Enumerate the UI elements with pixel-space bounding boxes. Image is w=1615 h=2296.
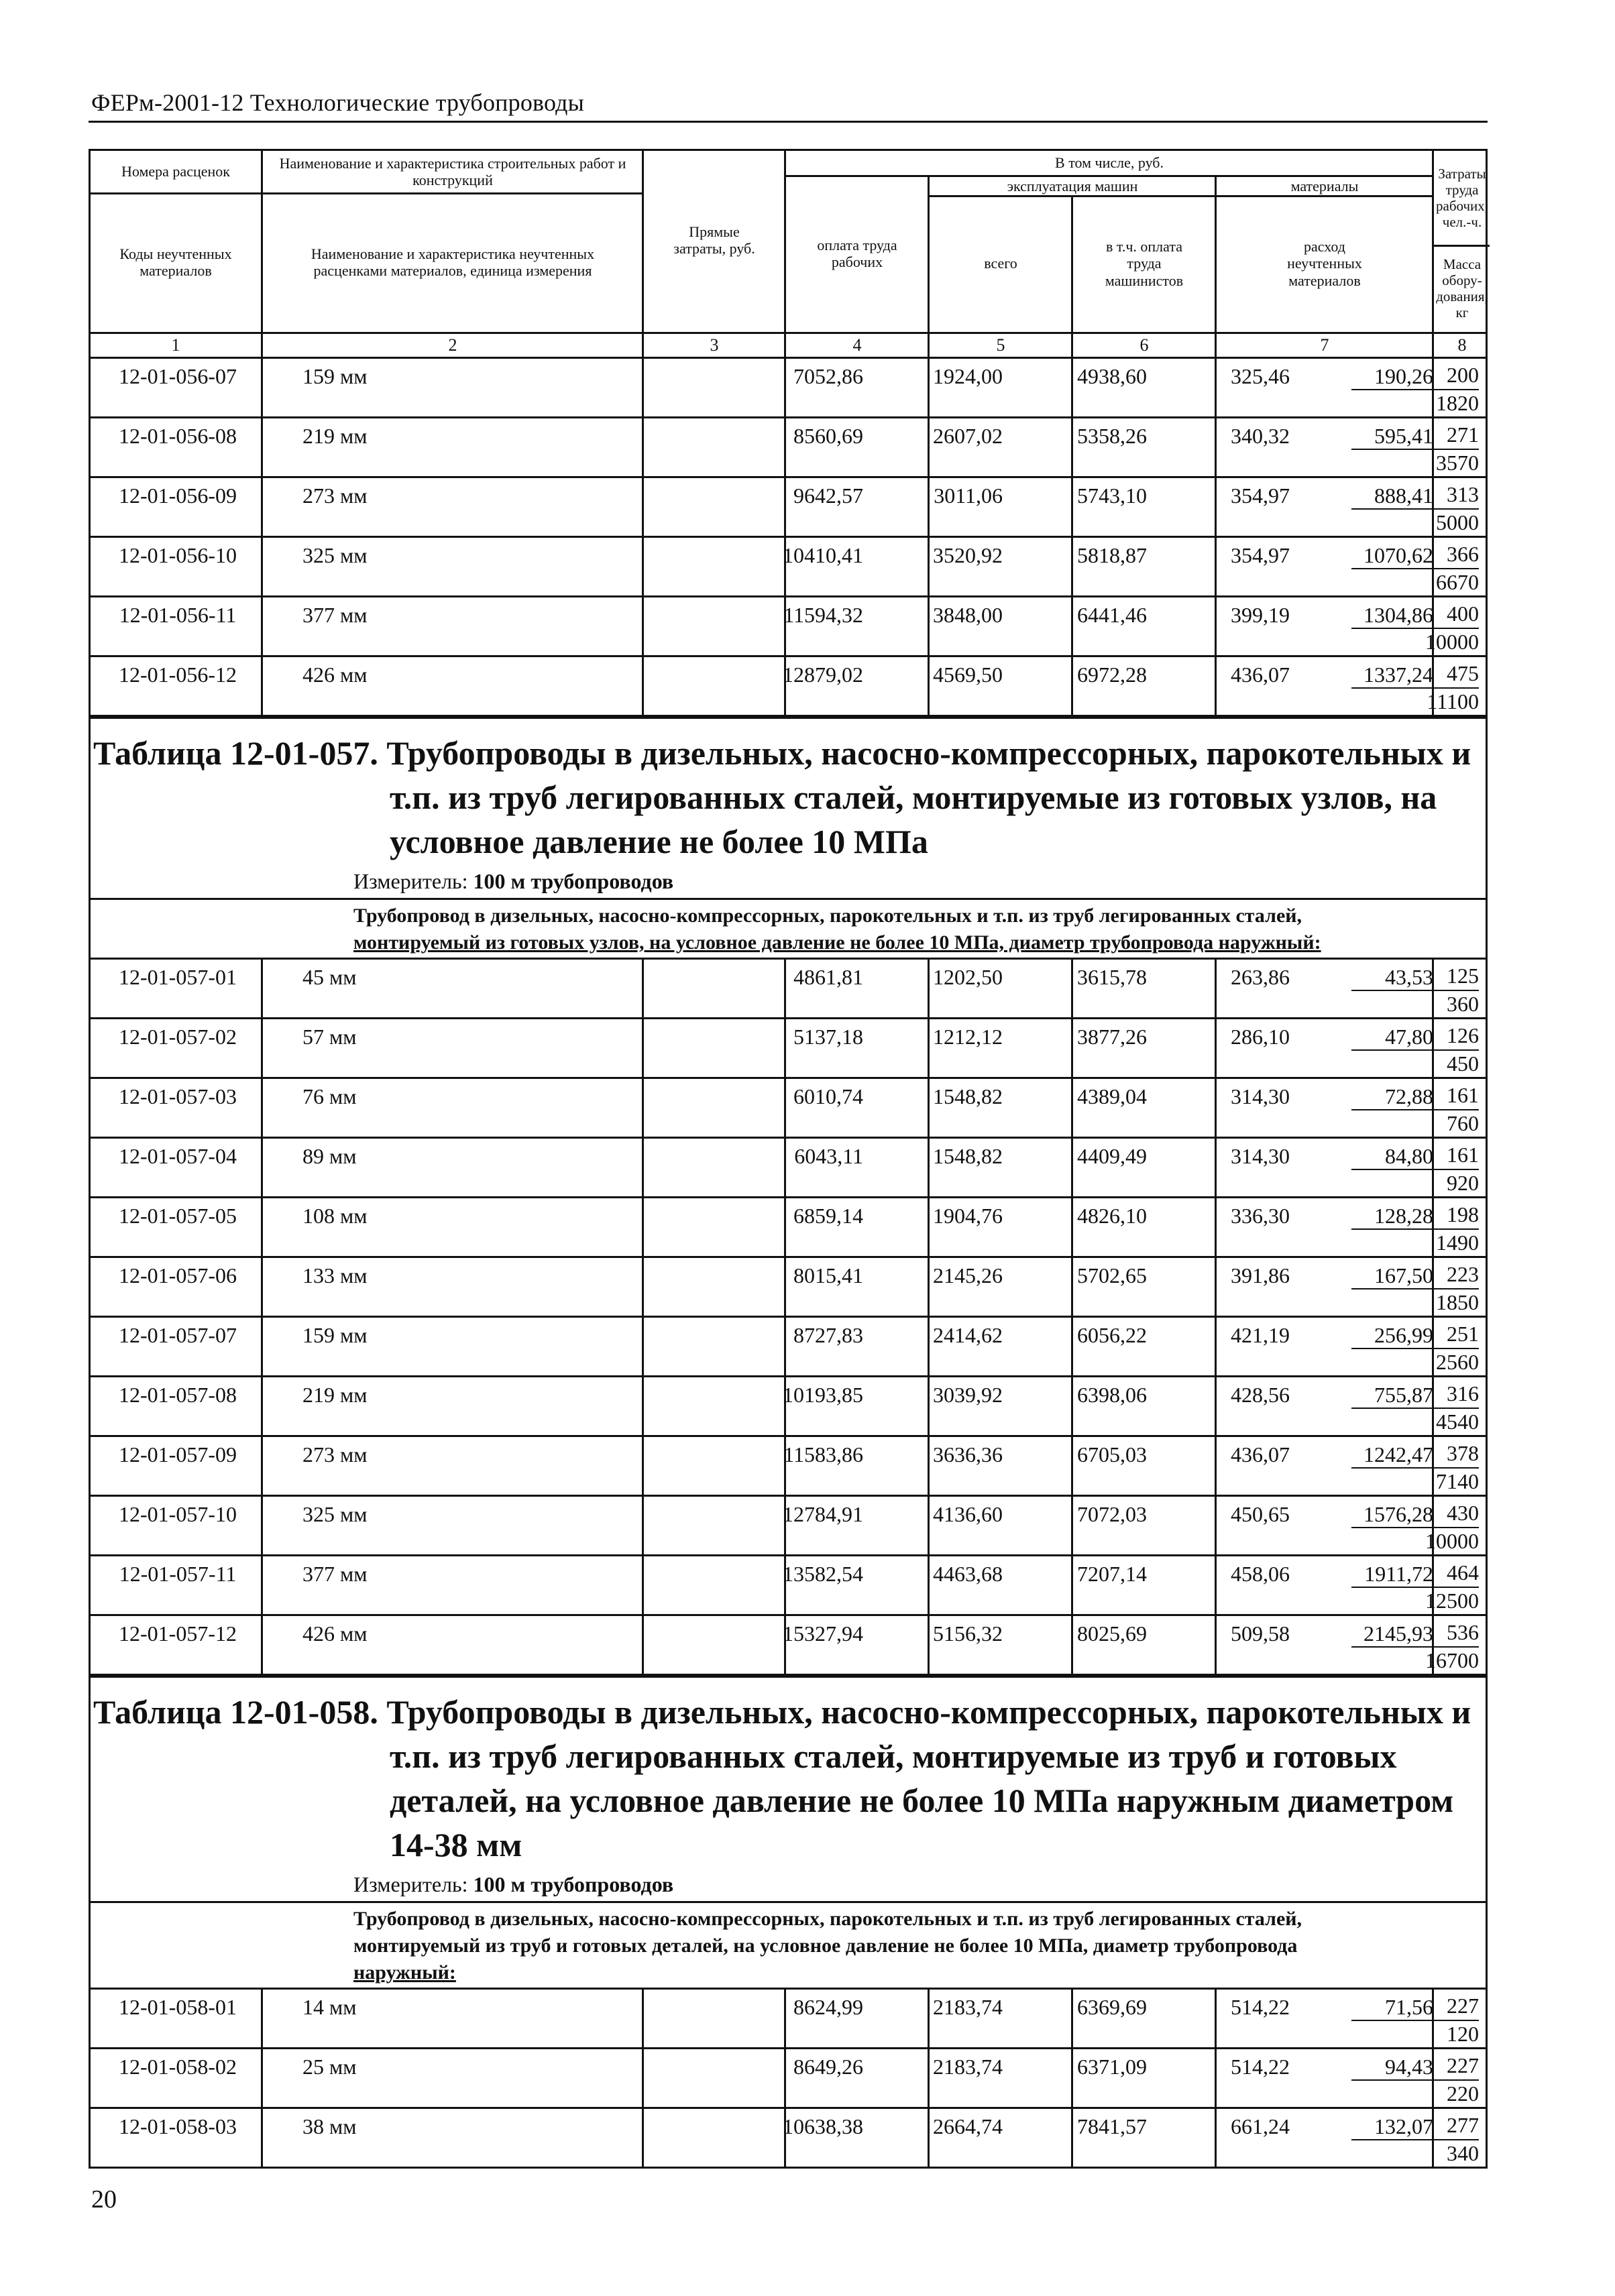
machines-total: 4938,60 <box>1077 364 1147 388</box>
direct-costs: 10410,41 <box>783 543 863 567</box>
header-direct-costs: Прямые затраты, руб. <box>673 223 755 257</box>
work-name: 38 мм <box>302 2114 357 2138</box>
machinists-pay: 514,22 <box>1231 1995 1290 2019</box>
machinists-pay: 263,86 <box>1231 965 1290 989</box>
machines-total: 3877,26 <box>1077 1025 1147 1049</box>
machines-total: 4389,04 <box>1077 1084 1147 1108</box>
labor-pay: 2664,74 <box>933 2114 1003 2138</box>
direct-costs: 8624,99 <box>793 1995 863 2019</box>
equipment-mass: 6670 <box>1436 570 1479 594</box>
header-labor-hours: Затраты труда рабочих, чел.-ч. <box>1436 165 1489 231</box>
equipment-mass: 2560 <box>1436 1350 1479 1374</box>
labor-hours: 313 <box>1351 482 1479 510</box>
labor-pay: 2414,62 <box>933 1323 1003 1347</box>
materials-cost: 190,26 <box>1374 364 1433 388</box>
rate-code: 12-01-057-02 <box>119 1025 237 1049</box>
table-row <box>91 418 1486 478</box>
labor-pay: 1904,76 <box>933 1204 1003 1228</box>
labor-hours: 536 <box>1351 1620 1479 1648</box>
column-number: 6 <box>1139 335 1149 355</box>
machines-total: 5743,10 <box>1077 483 1147 508</box>
labor-hours: 430 <box>1351 1501 1479 1528</box>
work-name: 325 мм <box>302 1502 368 1526</box>
labor-pay: 2145,26 <box>933 1263 1003 1287</box>
table-row <box>91 960 1486 1019</box>
equipment-mass: 7140 <box>1436 1469 1479 1493</box>
labor-hours: 277 <box>1351 2113 1479 2140</box>
machines-total: 6972,28 <box>1077 663 1147 687</box>
table-057-description: Трубопровод в дизельных, насосно-компрессорных, парокотельных и т.п. из труб легированных сталей, монтируемый из готовых узлов, на условное давление не более 10 МПа, диаметр трубопровода наружный: <box>91 898 1486 958</box>
equipment-mass: 450 <box>1447 1051 1479 1076</box>
machines-total: 6705,03 <box>1077 1442 1147 1467</box>
work-name: 159 мм <box>302 1323 368 1347</box>
machinists-pay: 354,97 <box>1231 483 1290 508</box>
labor-hours: 464 <box>1351 1560 1479 1588</box>
machinists-pay: 314,30 <box>1231 1084 1290 1108</box>
rate-code: 12-01-057-05 <box>119 1204 237 1228</box>
direct-costs: 4861,81 <box>793 965 863 989</box>
equipment-mass: 1820 <box>1436 391 1479 415</box>
labor-hours: 161 <box>1351 1083 1479 1110</box>
machinists-pay: 436,07 <box>1231 1442 1290 1467</box>
rate-code: 12-01-056-07 <box>119 364 237 388</box>
labor-hours: 378 <box>1351 1441 1479 1469</box>
labor-pay: 1548,82 <box>933 1144 1003 1168</box>
rates-table <box>89 149 1488 2169</box>
machinists-pay: 421,19 <box>1231 1323 1290 1347</box>
rate-code: 12-01-057-04 <box>119 1144 237 1168</box>
header-machinists-pay: в т.ч. оплата труда машинистов <box>1105 238 1184 289</box>
rate-code: 12-01-058-02 <box>119 2055 237 2079</box>
table-056-body <box>91 359 1486 717</box>
table-row <box>91 1079 1486 1139</box>
materials-cost: 167,50 <box>1374 1263 1433 1287</box>
machines-total: 7072,03 <box>1077 1502 1147 1526</box>
direct-costs: 15327,94 <box>783 1621 863 1646</box>
table-row <box>91 1616 1486 1676</box>
work-name: 273 мм <box>302 1442 368 1467</box>
work-name: 377 мм <box>302 1562 368 1586</box>
rate-code: 12-01-057-01 <box>119 965 237 989</box>
equipment-mass: 5000 <box>1436 510 1479 534</box>
work-name: 133 мм <box>302 1263 368 1287</box>
column-number: 5 <box>996 335 1005 355</box>
machinists-pay: 450,65 <box>1231 1502 1290 1526</box>
labor-pay: 1924,00 <box>933 364 1003 388</box>
labor-pay: 2183,74 <box>933 2055 1003 2079</box>
equipment-mass: 16700 <box>1425 1648 1479 1672</box>
labor-hours: 475 <box>1351 661 1479 689</box>
rate-code: 12-01-057-11 <box>119 1562 237 1586</box>
header-materials: материалы <box>1290 178 1359 195</box>
materials-cost: 1576,28 <box>1363 1502 1433 1526</box>
header-unaccounted-materials: расход неучтенных материалов <box>1287 238 1362 289</box>
machinists-pay: 436,07 <box>1231 663 1290 687</box>
machines-total: 6371,09 <box>1077 2055 1147 2079</box>
table-row <box>91 538 1486 597</box>
materials-cost: 888,41 <box>1374 483 1433 508</box>
labor-pay: 1212,12 <box>933 1025 1003 1049</box>
column-number: 1 <box>171 335 180 355</box>
table-057-title: Таблица 12-01-057. Трубопроводы в дизельных, насосно-компрессорных, парокотельных и т.п. из труб легированных сталей, монтируемые из готовых узлов, на условное давление не более 10 МПа <box>93 734 1471 860</box>
direct-costs: 10638,38 <box>783 2114 863 2138</box>
equipment-mass: 920 <box>1447 1171 1479 1195</box>
column-numbers-row <box>91 334 1486 359</box>
header-machines-total: всего <box>984 255 1017 272</box>
rate-code: 12-01-057-07 <box>119 1323 237 1347</box>
table-058-body <box>91 1990 1486 2167</box>
equipment-mass: 1490 <box>1436 1230 1479 1255</box>
work-name: 219 мм <box>302 424 368 448</box>
header-material-name: Наименование и характеристика неучтенных расценками материалов, единица измерения <box>311 245 595 279</box>
machinists-pay: 458,06 <box>1231 1562 1290 1586</box>
table-058-title: Таблица 12-01-058. Трубопроводы в дизельных, насосно-компрессорных, парокотельных и т.п. из труб легированных сталей, монтируемые из труб и готовых деталей, на условное давление не более 10 МПа наружным диаметром 14-38 мм <box>93 1693 1471 1863</box>
rate-code: 12-01-057-12 <box>119 1621 237 1646</box>
machinists-pay: 391,86 <box>1231 1263 1290 1287</box>
equipment-mass: 10000 <box>1425 630 1479 654</box>
work-name: 14 мм <box>302 1995 357 2019</box>
column-number: 7 <box>1320 335 1329 355</box>
work-name: 108 мм <box>302 1204 368 1228</box>
materials-cost: 256,99 <box>1374 1323 1433 1347</box>
table-row <box>91 1497 1486 1556</box>
table-057-body <box>91 960 1486 1676</box>
materials-cost: 47,80 <box>1385 1025 1433 1049</box>
labor-hours: 251 <box>1351 1322 1479 1349</box>
table-row <box>91 1437 1486 1497</box>
materials-cost: 1070,62 <box>1363 543 1433 567</box>
column-number: 8 <box>1457 335 1467 355</box>
direct-costs: 12879,02 <box>783 663 863 687</box>
direct-costs: 8727,83 <box>793 1323 863 1347</box>
labor-hours: 227 <box>1351 2053 1479 2081</box>
equipment-mass: 120 <box>1447 2022 1479 2046</box>
labor-pay: 1202,50 <box>933 965 1003 989</box>
materials-cost: 1337,24 <box>1363 663 1433 687</box>
machines-total: 6441,46 <box>1077 603 1147 627</box>
machines-total: 8025,69 <box>1077 1621 1147 1646</box>
header-machines: эксплуатация машин <box>1007 178 1138 195</box>
rate-code: 12-01-056-09 <box>119 483 237 508</box>
machinists-pay: 428,56 <box>1231 1383 1290 1407</box>
machines-total: 4409,49 <box>1077 1144 1147 1168</box>
materials-cost: 595,41 <box>1374 424 1433 448</box>
rate-code: 12-01-056-11 <box>119 603 237 627</box>
equipment-mass: 220 <box>1447 2081 1479 2106</box>
labor-pay: 2607,02 <box>933 424 1003 448</box>
work-name: 25 мм <box>302 2055 357 2079</box>
labor-hours: 125 <box>1351 964 1479 991</box>
machines-total: 5702,65 <box>1077 1263 1147 1287</box>
labor-pay: 4569,50 <box>933 663 1003 687</box>
table-058-heading <box>91 1676 1486 1990</box>
header-equipment-mass: Масса обору-дования, кг <box>1436 255 1488 321</box>
direct-costs: 11594,32 <box>783 603 863 627</box>
rate-code: 12-01-058-03 <box>119 2114 237 2138</box>
header-labor-pay: оплата труда рабочих <box>817 236 897 270</box>
machinists-pay: 336,30 <box>1231 1204 1290 1228</box>
labor-pay: 3520,92 <box>933 543 1003 567</box>
rate-code: 12-01-057-06 <box>119 1263 237 1287</box>
materials-cost: 2145,93 <box>1363 1621 1433 1646</box>
labor-pay: 3636,36 <box>933 1442 1003 1467</box>
machinists-pay: 399,19 <box>1231 603 1290 627</box>
direct-costs: 8015,41 <box>793 1263 863 1287</box>
materials-cost: 1911,72 <box>1364 1562 1433 1586</box>
labor-hours: 366 <box>1351 542 1479 569</box>
machines-total: 7841,57 <box>1077 2114 1147 2138</box>
machines-total: 4826,10 <box>1077 1204 1147 1228</box>
equipment-mass: 1850 <box>1436 1290 1479 1314</box>
table-row <box>91 597 1486 657</box>
work-name: 57 мм <box>302 1025 357 1049</box>
direct-costs: 10193,85 <box>783 1383 863 1407</box>
direct-costs: 8649,26 <box>793 2055 863 2079</box>
equipment-mass: 11100 <box>1427 689 1479 713</box>
machines-total: 3615,78 <box>1077 965 1147 989</box>
equipment-mass: 10000 <box>1425 1529 1479 1553</box>
labor-hours: 200 <box>1351 363 1479 390</box>
labor-hours: 223 <box>1351 1262 1479 1289</box>
table-057-meter: Измеритель: 100 м трубопроводов <box>353 869 674 893</box>
machines-total: 5358,26 <box>1077 424 1147 448</box>
labor-pay: 4463,68 <box>933 1562 1003 1586</box>
table-row <box>91 2109 1486 2167</box>
machinists-pay: 325,46 <box>1231 364 1290 388</box>
table-058-description: Трубопровод в дизельных, насосно-компрессорных, парокотельных и т.п. из труб легированных сталей, монтируемый из труб и готовых деталей, на условное давление не более 10 МПа, диаметр трубопровода наружный: <box>91 1901 1486 1988</box>
machinists-pay: 514,22 <box>1231 2055 1290 2079</box>
machinists-pay: 509,58 <box>1231 1621 1290 1646</box>
rate-code: 12-01-058-01 <box>119 1995 237 2019</box>
labor-hours: 227 <box>1351 1994 1479 2021</box>
machines-total: 5818,87 <box>1077 543 1147 567</box>
rate-code: 12-01-056-10 <box>119 543 237 567</box>
table-row <box>91 1019 1486 1079</box>
materials-cost: 132,07 <box>1374 2114 1433 2138</box>
direct-costs: 12784,91 <box>783 1502 863 1526</box>
table-row <box>91 1198 1486 1258</box>
header-rate-numbers: Номера расценок <box>121 163 230 180</box>
labor-hours: 161 <box>1351 1143 1479 1170</box>
table-058-meter: Измеритель: 100 м трубопроводов <box>353 1872 674 1896</box>
materials-cost: 755,87 <box>1374 1383 1433 1407</box>
rate-code: 12-01-057-10 <box>119 1502 237 1526</box>
labor-pay: 1548,82 <box>933 1084 1003 1108</box>
machines-total: 6398,06 <box>1077 1383 1147 1407</box>
machinists-pay: 340,32 <box>1231 424 1290 448</box>
work-name: 377 мм <box>302 603 368 627</box>
machinists-pay: 314,30 <box>1231 1144 1290 1168</box>
equipment-mass: 340 <box>1447 2141 1479 2165</box>
machinists-pay: 354,97 <box>1231 543 1290 567</box>
direct-costs: 13582,54 <box>783 1562 863 1586</box>
table-row <box>91 1990 1486 2049</box>
labor-pay: 4136,60 <box>933 1502 1003 1526</box>
running-head: ФЕРм-2001-12 Технологические трубопроводы <box>91 89 585 116</box>
table-row <box>91 1318 1486 1377</box>
labor-hours: 400 <box>1351 601 1479 629</box>
materials-cost: 71,56 <box>1385 1995 1433 2019</box>
header-rule <box>89 121 1488 123</box>
materials-cost: 1242,47 <box>1363 1442 1433 1467</box>
header-including: В том числе, руб. <box>1055 154 1164 172</box>
direct-costs: 6010,74 <box>793 1084 863 1108</box>
equipment-mass: 4540 <box>1436 1410 1479 1434</box>
work-name: 325 мм <box>302 543 368 567</box>
column-number: 4 <box>852 335 862 355</box>
machinists-pay: 661,24 <box>1231 2114 1290 2138</box>
table-row <box>91 2049 1486 2109</box>
machines-total: 6369,69 <box>1077 1995 1147 2019</box>
header-work-name: Наименование и характеристика строительных работ и конструкций <box>279 154 626 188</box>
table-row <box>91 359 1486 418</box>
table-row <box>91 657 1486 717</box>
rate-code: 12-01-056-08 <box>119 424 237 448</box>
rate-code: 12-01-056-12 <box>119 663 237 687</box>
column-number: 3 <box>710 335 719 355</box>
work-name: 426 мм <box>302 1621 368 1646</box>
work-name: 76 мм <box>302 1084 357 1108</box>
table-row <box>91 1556 1486 1616</box>
direct-costs: 11583,86 <box>783 1442 863 1467</box>
labor-hours: 316 <box>1351 1381 1479 1409</box>
labor-pay: 5156,32 <box>933 1621 1003 1646</box>
direct-costs: 9642,57 <box>793 483 863 508</box>
rate-code: 12-01-057-08 <box>119 1383 237 1407</box>
equipment-mass: 12500 <box>1425 1589 1479 1613</box>
equipment-mass: 760 <box>1447 1111 1479 1135</box>
work-name: 273 мм <box>302 483 368 508</box>
direct-costs: 8560,69 <box>793 424 863 448</box>
table-header <box>91 151 1489 334</box>
table-row <box>91 478 1486 538</box>
rate-code: 12-01-057-03 <box>119 1084 237 1108</box>
page-number: 20 <box>91 2185 117 2214</box>
table-057-heading <box>91 717 1486 960</box>
labor-hours: 126 <box>1351 1023 1479 1051</box>
labor-hours: 271 <box>1351 422 1479 450</box>
equipment-mass: 3570 <box>1436 451 1479 475</box>
materials-cost: 1304,86 <box>1363 603 1433 627</box>
materials-cost: 94,43 <box>1385 2055 1433 2079</box>
materials-cost: 84,80 <box>1385 1144 1433 1168</box>
machines-total: 7207,14 <box>1077 1562 1147 1586</box>
materials-cost: 128,28 <box>1374 1204 1433 1228</box>
direct-costs: 7052,86 <box>793 364 863 388</box>
table-row <box>91 1258 1486 1318</box>
machinists-pay: 286,10 <box>1231 1025 1290 1049</box>
work-name: 426 мм <box>302 663 368 687</box>
direct-costs: 5137,18 <box>793 1025 863 1049</box>
machines-total: 6056,22 <box>1077 1323 1147 1347</box>
labor-pay: 3039,92 <box>933 1383 1003 1407</box>
materials-cost: 72,88 <box>1385 1084 1433 1108</box>
labor-pay: 3848,00 <box>933 603 1003 627</box>
work-name: 89 мм <box>302 1144 357 1168</box>
table-row <box>91 1139 1486 1198</box>
direct-costs: 6043,11 <box>794 1144 863 1168</box>
work-name: 219 мм <box>302 1383 368 1407</box>
column-number: 2 <box>448 335 457 355</box>
work-name: 159 мм <box>302 364 368 388</box>
header-material-codes: Коды неучтенных материалов <box>119 245 232 279</box>
work-name: 45 мм <box>302 965 357 989</box>
equipment-mass: 360 <box>1447 992 1479 1016</box>
labor-pay: 3011,06 <box>934 483 1003 508</box>
direct-costs: 6859,14 <box>793 1204 863 1228</box>
labor-pay: 2183,74 <box>933 1995 1003 2019</box>
materials-cost: 43,53 <box>1385 965 1433 989</box>
table-row <box>91 1377 1486 1437</box>
labor-hours: 198 <box>1351 1202 1479 1230</box>
rate-code: 12-01-057-09 <box>119 1442 237 1467</box>
